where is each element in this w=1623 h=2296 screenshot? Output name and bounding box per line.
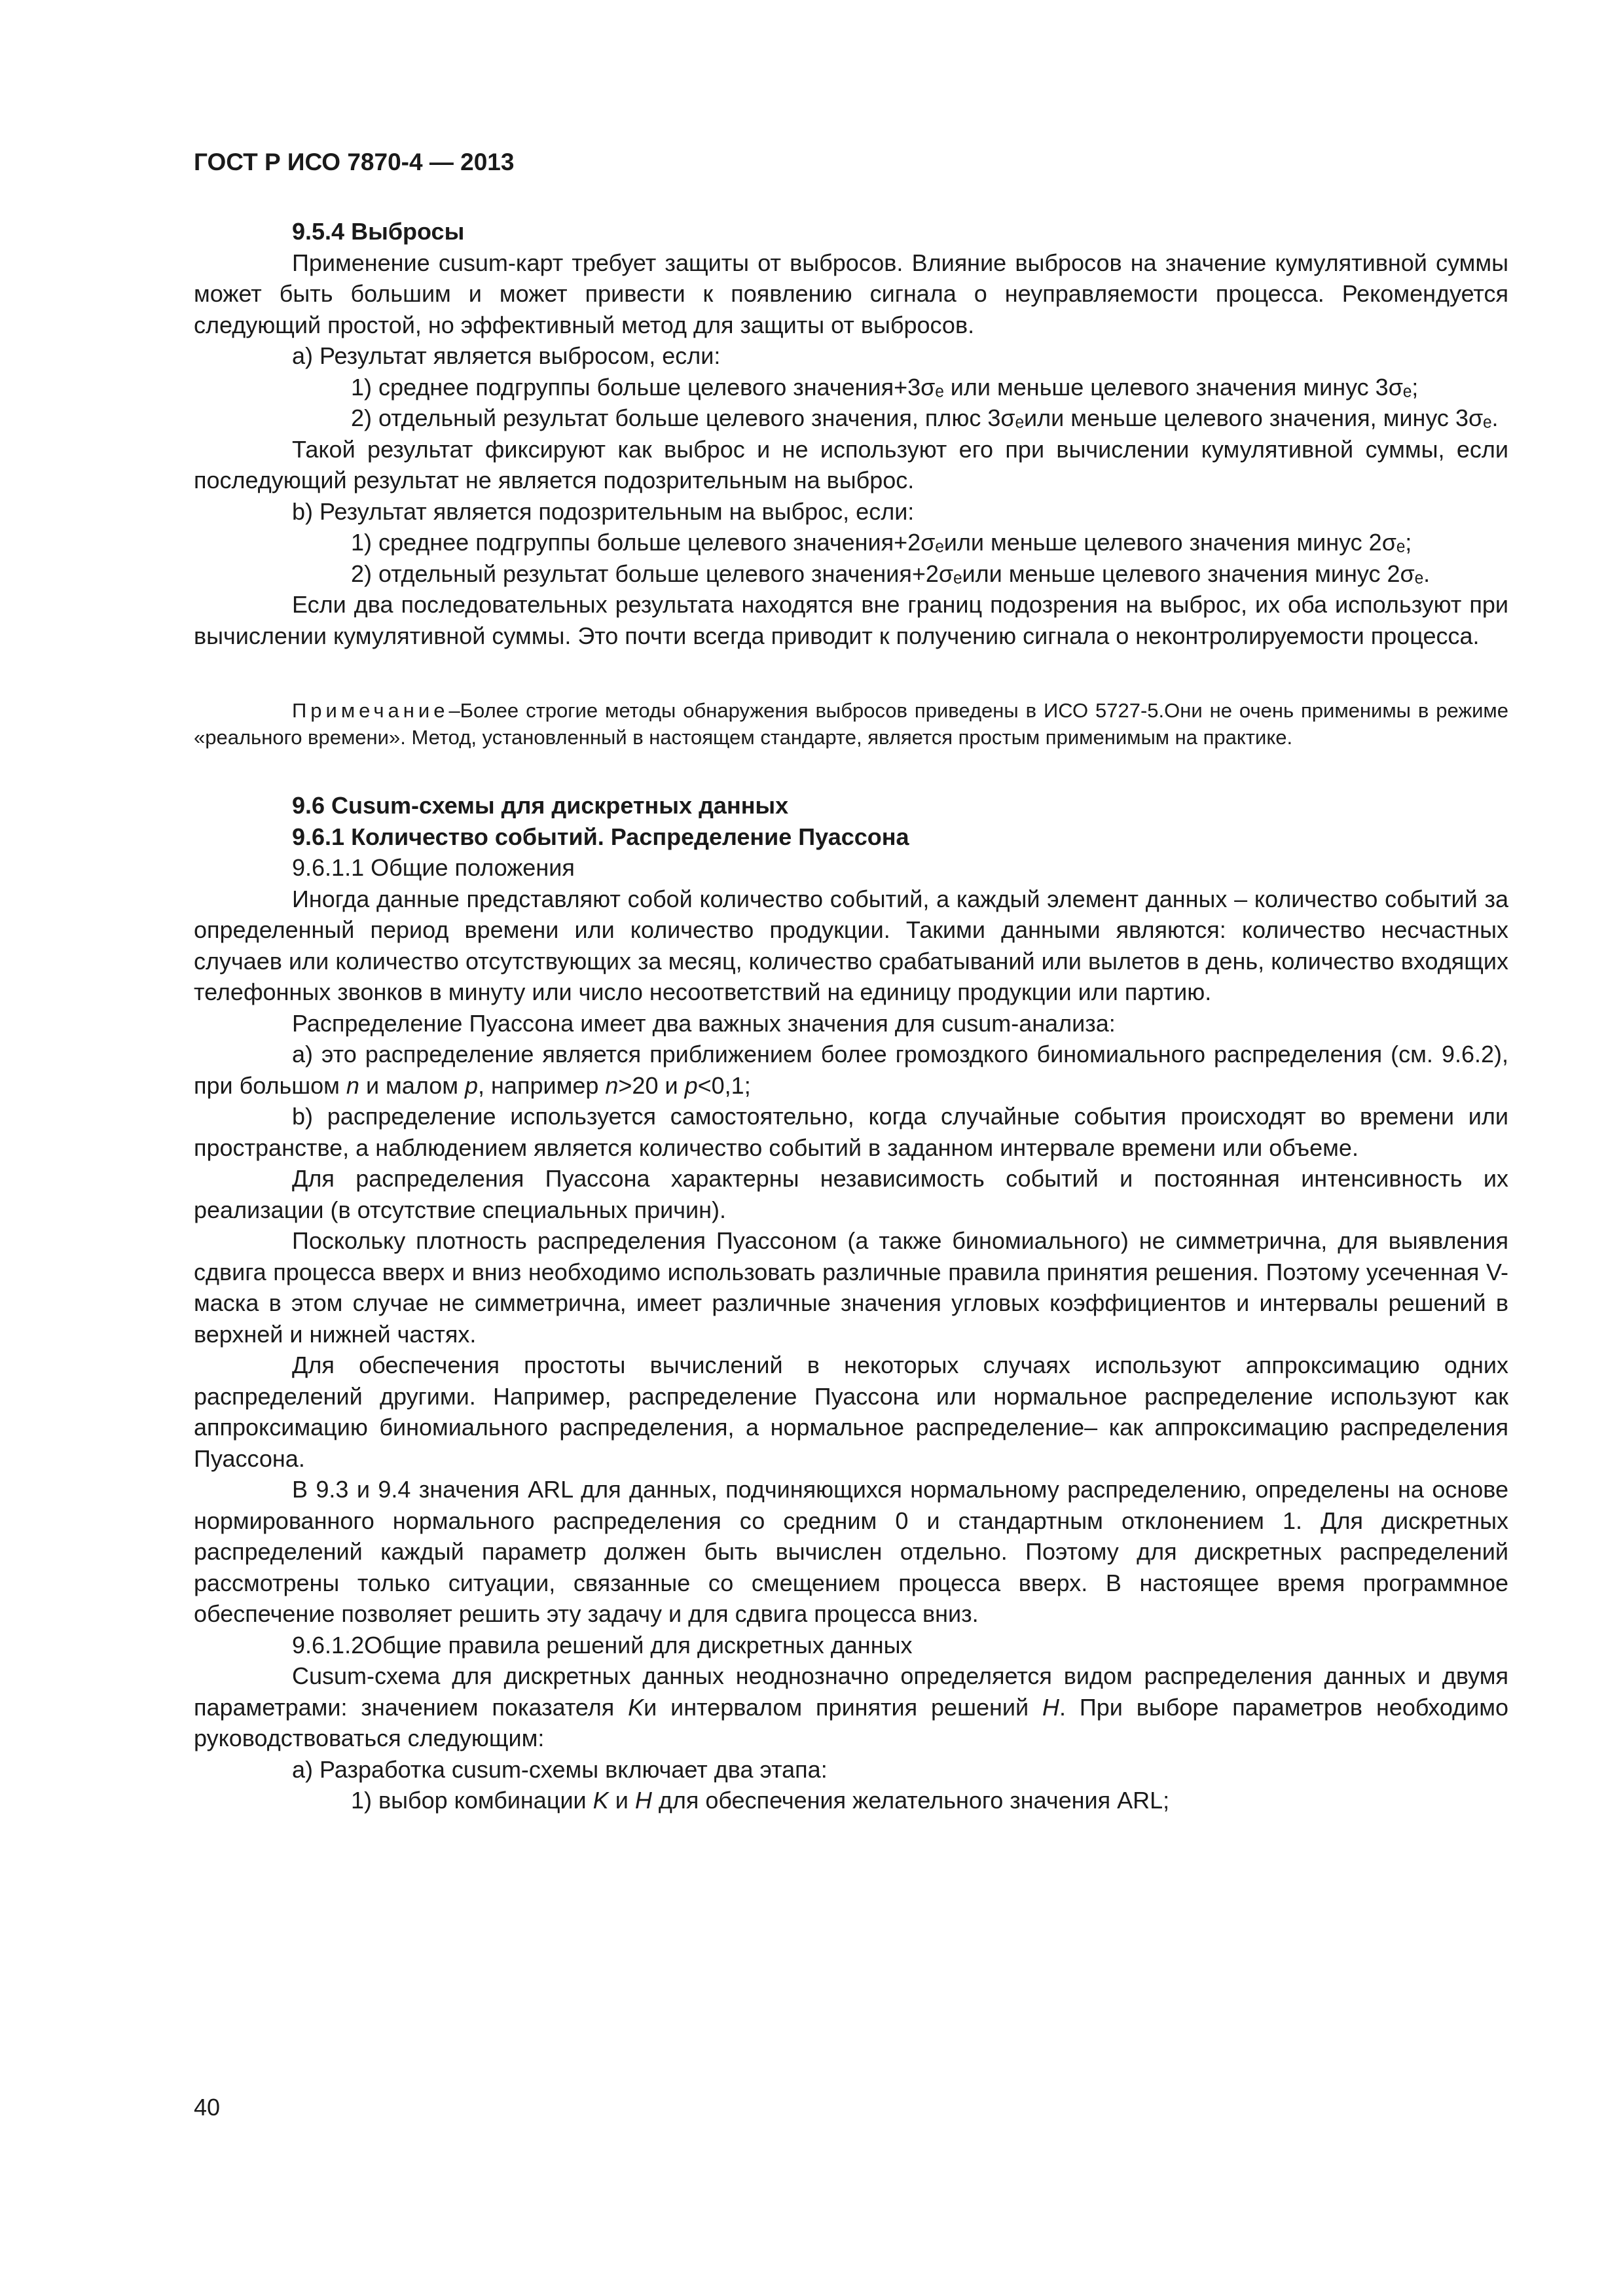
subsection-heading-9-6-1-1: 9.6.1.1 Общие положения <box>292 854 575 881</box>
text-run: . При выборе параметров необходимо руководствоваться следующим: <box>194 1693 1508 1751</box>
text-run: Cusum-схема для дискретных данных неоднозначно определяется видом распределения данных и двумя параметрами: значением показателя <box>194 1662 1508 1721</box>
list-item-a1 <box>194 1785 1508 1816</box>
section-heading-9-5-4: 9.5.4 Выбросы <box>292 218 465 245</box>
text-run: <0,1; <box>697 1071 751 1099</box>
list-item-a: a) Разработка cusum-схемы включает два этапа: <box>292 1755 828 1783</box>
text-run: и интервалом принятия решений <box>644 1693 1042 1721</box>
paragraph: Для распределения Пуассона характерны независимость событий и постоянная интенсивность их реализации (в отсутствие специальных причин). <box>194 1165 1508 1223</box>
note-block <box>194 697 1508 751</box>
paragraph: Такой результат фиксируют как выброс и не используют его при вычислении кумулятивной суммы, если последующий результат не является подозрительным на выброс. <box>194 435 1508 493</box>
note-label: Примечание <box>292 699 449 722</box>
list-item-a <box>194 1039 1508 1101</box>
paragraph: Иногда данные представляют собой количество событий, а каждый элемент данных – количество событий за определенный период времени или количество продукции. Такими данными являются: количество несчастных случаев или количество отсутствующих за месяц, количество срабатываний или вылетов в день, количество входящих телефонных звонков в минуту или число несоответствий на единицу продукции или партию. <box>194 885 1508 1005</box>
text-run: a) это распределение является приближением более громоздкого биномиального распределения (см. 9.6.2), при большом <box>194 1041 1508 1099</box>
list-item-b1: 1) среднее подгруппы больше целевого значения+2σₑили меньше целевого значения минус 2σₑ; <box>351 529 1412 556</box>
text-column <box>194 148 1508 1816</box>
paragraph: Если два последовательных результата находятся вне границ подозрения на выброс, их оба используют при вычислении кумулятивной суммы. Это почти всегда приводит к получению сигнала о неконтролируемости процесса. <box>194 591 1508 649</box>
paragraph: Применение cusum-карт требует защиты от выбросов. Влияние выбросов на значение кумулятивной суммы может быть большим и может привести к появлению сигнала о неуправляемости процесса. Рекомендуется следующий простой, но эффективный метод для защиты от выбросов. <box>194 249 1508 338</box>
paragraph: Для обеспечения простоты вычислений в некоторых случаях используют аппроксимацию одних распределений другими. Например, распределение Пуассона или нормальное распределение используют как аппроксимацию биномиального распределения, а нормальное распределение– как аппроксимацию распределения Пуассона. <box>194 1352 1508 1472</box>
paragraph <box>194 1660 1508 1754</box>
italic-variable: n <box>346 1071 359 1099</box>
italic-variable: H <box>1042 1693 1059 1721</box>
list-item-b: b) распределение используется самостоятельно, когда случайные события происходят во времени или пространстве, а наблюдением является количество событий в заданном интервале времени или объеме. <box>194 1103 1508 1161</box>
text-run: для обеспечения желательного значения ARL; <box>651 1787 1170 1814</box>
list-item-a1: 1) среднее подгруппы больше целевого значения+3σₑ или меньше целевого значения минус 3σₑ; <box>351 373 1419 401</box>
subsection-heading-9-6-1-2: 9.6.1.2Общие правила решений для дискретных данных <box>292 1631 913 1659</box>
italic-variable: p <box>684 1071 698 1099</box>
italic-variable: n <box>605 1071 619 1099</box>
page-number: 40 <box>194 2094 221 2121</box>
note-text: –Более строгие методы обнаружения выбросов приведены в ИСО 5727-5.Они не очень применимы в режиме «реального времени». Метод, установленный в настоящем стандарте, является простым применимым на практике. <box>194 699 1508 749</box>
text-run: , например <box>478 1071 606 1099</box>
text-run: и малом <box>359 1071 465 1099</box>
paragraph: В 9.3 и 9.4 значения ARL для данных, подчиняющихся нормальному распределению, определены на основе нормированного нормального распределения со средним 0 и стандартным отклонением 1. Для дискретных распределений каждый параметр должен быть вычислен отдельно. Поэтому для дискретных распределений рассмотрены только ситуации, связанные со смещением процесса вверх. В настоящее время программное обеспечение позволяет решить эту задачу и для сдвига процесса вниз. <box>194 1476 1508 1627</box>
list-item-a: a) Результат является выбросом, если: <box>292 342 721 369</box>
text-run: >20 и <box>618 1071 685 1099</box>
italic-variable: K <box>628 1693 644 1721</box>
list-item-b: b) Результат является подозрительным на выброс, если: <box>292 497 915 525</box>
list-item-b2: 2) отдельный результат больше целевого значения+2σₑили меньше целевого значения минус 2σₑ. <box>351 560 1431 587</box>
document-code-header: ГОСТ Р ИСО 7870-4 — 2013 <box>194 149 515 175</box>
text-run: 1) выбор комбинации <box>351 1787 593 1814</box>
text-run: и <box>608 1787 635 1814</box>
italic-variable: p <box>465 1071 479 1099</box>
paragraph: Поскольку плотность распределения Пуассоном (а также биномиального) не симметрична, для выявления сдвига процесса вверх и вниз необходимо использовать различные правила принятия решения. Поэтому усеченная V-маска в этом случае не симметрична, имеет различные значения угловых коэффициентов и интервалы решений в верхней и нижней частях. <box>194 1227 1508 1348</box>
italic-variable: H <box>634 1787 652 1814</box>
italic-variable: K <box>593 1787 609 1814</box>
section-heading-9-6-1: 9.6.1 Количество событий. Распределение Пуассона <box>292 823 909 850</box>
paragraph: Распределение Пуассона имеет два важных значения для cusum-анализа: <box>292 1009 1116 1037</box>
list-item-a2: 2) отдельный результат больше целевого значения, плюс 3σₑили меньше целевого значения, минус 3σₑ. <box>351 404 1499 431</box>
section-heading-9-6: 9.6 Cusum-схемы для дискретных данных <box>292 792 789 819</box>
